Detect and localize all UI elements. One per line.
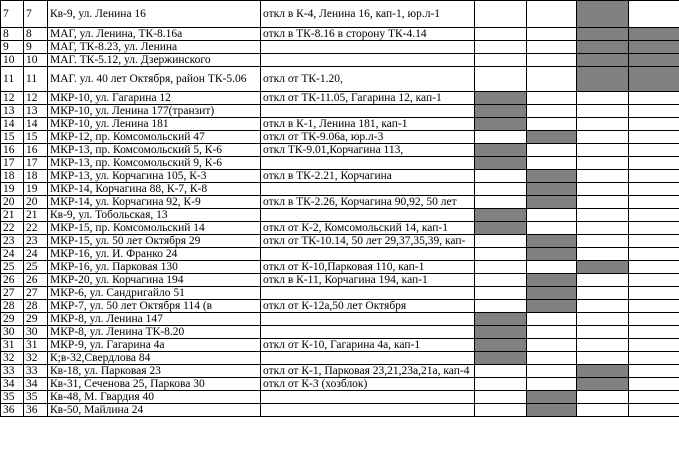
row-index-cell: 28 [1, 300, 24, 313]
status-cell-4 [629, 131, 679, 144]
status-cell-4 [629, 183, 679, 196]
row-number-cell: 30 [24, 326, 48, 339]
status-cell-3 [577, 235, 629, 248]
status-cell-3 [577, 131, 629, 144]
status-cell-3 [577, 352, 629, 365]
status-cell-2 [527, 41, 577, 54]
row-number-cell: 15 [24, 131, 48, 144]
address-cell: МКР-13, ул. Корчагина 105, К-3 [48, 170, 261, 183]
status-cell-3 [577, 391, 629, 404]
status-cell-1 [475, 41, 527, 54]
status-cell-3 [577, 248, 629, 261]
address-cell: Кв-9, ул. Тобольская, 13 [48, 209, 261, 222]
row-number-cell: 32 [24, 352, 48, 365]
status-cell-3 [577, 1, 629, 28]
status-cell-4 [629, 326, 679, 339]
row-number-cell: 20 [24, 196, 48, 209]
status-cell-1 [475, 313, 527, 326]
table-row [1, 261, 679, 274]
row-index-cell: 26 [1, 274, 24, 287]
note-cell: откл от ТК-9.06а, юр.л-3 [261, 131, 475, 144]
status-cell-2 [527, 196, 577, 209]
table-row [1, 1, 679, 28]
status-cell-2 [527, 261, 577, 274]
table-row [1, 352, 679, 365]
status-cell-2 [527, 339, 577, 352]
status-cell-1 [475, 131, 527, 144]
address-cell: МКР-16, ул. Парковая 130 [48, 261, 261, 274]
status-cell-4 [629, 261, 679, 274]
row-number-cell: 35 [24, 391, 48, 404]
row-number-cell: 25 [24, 261, 48, 274]
note-cell: откл в ТК-8.16 в сторону ТК-4.14 [261, 28, 475, 41]
table-row [1, 28, 679, 41]
address-cell: МКР-13, пр. Комсомольский 5, К-6 [48, 144, 261, 157]
note-cell: откл в ТК-2.26, Корчагина 90,92, 50 лет [261, 196, 475, 209]
status-cell-4 [629, 222, 679, 235]
note-cell: откл от ТК-10.14, 50 лет 29,37,35,39, кап- [261, 235, 475, 248]
row-number-cell: 29 [24, 313, 48, 326]
status-cell-3 [577, 378, 629, 391]
status-cell-2 [527, 313, 577, 326]
status-cell-3 [577, 105, 629, 118]
address-cell: МАГ, ул. Ленина, ТК-8.16а [48, 28, 261, 41]
row-index-cell: 7 [1, 1, 24, 28]
status-cell-1 [475, 391, 527, 404]
status-cell-3 [577, 118, 629, 131]
status-cell-3 [577, 183, 629, 196]
row-index-cell: 29 [1, 313, 24, 326]
status-cell-1 [475, 196, 527, 209]
status-cell-2 [527, 235, 577, 248]
table-row [1, 391, 679, 404]
address-cell: МКР-14, Корчагина 88, К-7, К-8 [48, 183, 261, 196]
status-cell-2 [527, 352, 577, 365]
status-cell-2 [527, 365, 577, 378]
status-cell-4 [629, 248, 679, 261]
status-cell-1 [475, 222, 527, 235]
note-cell: откл от К-3 (хозблок) [261, 378, 475, 391]
address-cell: К;в-32,Свердлова 84 [48, 352, 261, 365]
address-cell: Кв-18, ул. Парковая 23 [48, 365, 261, 378]
note-cell [261, 326, 475, 339]
row-index-cell: 14 [1, 118, 24, 131]
status-cell-2 [527, 300, 577, 313]
status-cell-3 [577, 28, 629, 41]
status-cell-4 [629, 274, 679, 287]
row-number-cell: 21 [24, 209, 48, 222]
status-cell-2 [527, 391, 577, 404]
note-cell: откл от К-12а,50 лет Октября [261, 300, 475, 313]
status-cell-4 [629, 352, 679, 365]
row-index-cell: 21 [1, 209, 24, 222]
row-index-cell: 16 [1, 144, 24, 157]
status-cell-4 [629, 287, 679, 300]
status-cell-1 [475, 28, 527, 41]
note-cell: откл в ТК-2.21, Корчагина [261, 170, 475, 183]
status-cell-4 [629, 92, 679, 105]
note-cell [261, 183, 475, 196]
status-cell-2 [527, 92, 577, 105]
address-cell: Кв-31, Сеченова 25, Паркова 30 [48, 378, 261, 391]
note-cell: откл от К-1, Парковая 23,21,23а,21а, кап-4 [261, 365, 475, 378]
status-cell-1 [475, 118, 527, 131]
row-number-cell: 12 [24, 92, 48, 105]
status-cell-2 [527, 118, 577, 131]
status-cell-3 [577, 41, 629, 54]
table-row [1, 248, 679, 261]
status-cell-1 [475, 92, 527, 105]
table-row [1, 404, 679, 417]
status-cell-4 [629, 391, 679, 404]
row-index-cell: 20 [1, 196, 24, 209]
note-cell: откл ТК-9.01,Корчагина 113, [261, 144, 475, 157]
note-cell [261, 157, 475, 170]
status-cell-4 [629, 118, 679, 131]
row-index-cell: 31 [1, 339, 24, 352]
status-cell-2 [527, 144, 577, 157]
row-number-cell: 19 [24, 183, 48, 196]
status-cell-3 [577, 287, 629, 300]
status-cell-1 [475, 352, 527, 365]
status-cell-1 [475, 105, 527, 118]
status-cell-3 [577, 196, 629, 209]
row-number-cell: 33 [24, 365, 48, 378]
note-cell: откл от К-10, Гагарина 4а, кап-1 [261, 339, 475, 352]
address-cell: МКР-9, ул. Гагарина 4а [48, 339, 261, 352]
status-cell-3 [577, 404, 629, 417]
status-cell-4 [629, 54, 679, 67]
status-cell-3 [577, 170, 629, 183]
status-cell-1 [475, 404, 527, 417]
row-number-cell: 7 [24, 1, 48, 28]
row-index-cell: 35 [1, 391, 24, 404]
row-number-cell: 14 [24, 118, 48, 131]
status-cell-1 [475, 300, 527, 313]
row-number-cell: 31 [24, 339, 48, 352]
row-index-cell: 10 [1, 54, 24, 67]
table-row [1, 183, 679, 196]
status-cell-3 [577, 300, 629, 313]
table-row [1, 170, 679, 183]
address-cell: МАГ, ТК-8.23, ул. Ленина [48, 41, 261, 54]
row-index-cell: 8 [1, 28, 24, 41]
status-cell-1 [475, 235, 527, 248]
status-cell-2 [527, 1, 577, 28]
row-number-cell: 28 [24, 300, 48, 313]
status-cell-2 [527, 326, 577, 339]
status-cell-4 [629, 28, 679, 41]
address-cell: Кв-9, ул. Ленина 16 [48, 1, 261, 28]
status-cell-3 [577, 261, 629, 274]
status-cell-4 [629, 339, 679, 352]
address-cell: МКР-7, ул. 50 лет Октября 114 (в [48, 300, 261, 313]
status-cell-4 [629, 313, 679, 326]
row-number-cell: 13 [24, 105, 48, 118]
address-cell: МКР-13, пр. Комсомольский 9, К-6 [48, 157, 261, 170]
status-cell-1 [475, 248, 527, 261]
row-number-cell: 36 [24, 404, 48, 417]
status-cell-2 [527, 222, 577, 235]
note-cell: откл в К-4, Ленина 16, кап-1, юр.л-1 [261, 1, 475, 28]
address-cell: МКР-8, ул. Ленина ТК-8.20 [48, 326, 261, 339]
table-row [1, 144, 679, 157]
status-cell-3 [577, 92, 629, 105]
status-cell-1 [475, 274, 527, 287]
status-cell-3 [577, 274, 629, 287]
status-cell-1 [475, 261, 527, 274]
table-row [1, 365, 679, 378]
status-cell-4 [629, 209, 679, 222]
address-cell: МКР-6, ул. Сандригайло 51 [48, 287, 261, 300]
note-cell: откл от К-2, Комсомольский 14, кап-1 [261, 222, 475, 235]
address-cell: МАГ. ТК-5.12, ул. Дзержинского [48, 54, 261, 67]
status-cell-4 [629, 378, 679, 391]
row-index-cell: 32 [1, 352, 24, 365]
row-index-cell: 30 [1, 326, 24, 339]
note-cell: откл в К-1, Ленина 181, кап-1 [261, 118, 475, 131]
row-number-cell: 34 [24, 378, 48, 391]
status-cell-1 [475, 326, 527, 339]
note-cell [261, 287, 475, 300]
status-cell-2 [527, 28, 577, 41]
status-cell-4 [629, 105, 679, 118]
row-index-cell: 33 [1, 365, 24, 378]
status-cell-4 [629, 404, 679, 417]
status-cell-4 [629, 41, 679, 54]
note-cell [261, 41, 475, 54]
status-cell-1 [475, 365, 527, 378]
address-cell: МКР-15, пр. Комсомольский 14 [48, 222, 261, 235]
status-cell-1 [475, 54, 527, 67]
row-index-cell: 18 [1, 170, 24, 183]
status-cell-3 [577, 209, 629, 222]
status-cell-1 [475, 144, 527, 157]
table-row [1, 209, 679, 222]
status-cell-2 [527, 248, 577, 261]
status-cell-1 [475, 170, 527, 183]
status-cell-2 [527, 209, 577, 222]
table-row [1, 92, 679, 105]
status-cell-4 [629, 1, 679, 28]
note-cell [261, 248, 475, 261]
row-index-cell: 11 [1, 67, 24, 92]
status-cell-2 [527, 105, 577, 118]
row-index-cell: 9 [1, 41, 24, 54]
status-cell-2 [527, 274, 577, 287]
status-cell-4 [629, 300, 679, 313]
address-cell: МКР-12, пр. Комсомольский 47 [48, 131, 261, 144]
status-cell-2 [527, 54, 577, 67]
note-cell: откл в К-11, Корчагина 194, кап-1 [261, 274, 475, 287]
table-row [1, 235, 679, 248]
address-cell: Кв-50, Майлина 24 [48, 404, 261, 417]
row-number-cell: 10 [24, 54, 48, 67]
status-cell-4 [629, 67, 679, 92]
address-cell: МКР-15, ул. 50 лет Октября 29 [48, 235, 261, 248]
row-number-cell: 24 [24, 248, 48, 261]
row-index-cell: 23 [1, 235, 24, 248]
table-row [1, 118, 679, 131]
note-cell: откл от ТК-11.05, Гагарина 12, кап-1 [261, 92, 475, 105]
row-number-cell: 16 [24, 144, 48, 157]
status-cell-2 [527, 131, 577, 144]
row-index-cell: 17 [1, 157, 24, 170]
status-cell-4 [629, 144, 679, 157]
note-cell [261, 404, 475, 417]
row-index-cell: 13 [1, 105, 24, 118]
row-index-cell: 22 [1, 222, 24, 235]
table-row [1, 326, 679, 339]
note-cell [261, 105, 475, 118]
table-row [1, 287, 679, 300]
row-number-cell: 26 [24, 274, 48, 287]
status-cell-2 [527, 378, 577, 391]
address-cell: Кв-48, М. Гвардия 40 [48, 391, 261, 404]
row-index-cell: 36 [1, 404, 24, 417]
status-cell-3 [577, 339, 629, 352]
row-number-cell: 23 [24, 235, 48, 248]
table-row [1, 313, 679, 326]
status-cell-3 [577, 144, 629, 157]
status-cell-2 [527, 170, 577, 183]
row-number-cell: 11 [24, 67, 48, 92]
note-cell [261, 391, 475, 404]
table-row [1, 41, 679, 54]
status-cell-4 [629, 170, 679, 183]
table-row [1, 274, 679, 287]
status-cell-3 [577, 54, 629, 67]
status-cell-1 [475, 1, 527, 28]
status-cell-3 [577, 67, 629, 92]
note-cell: откл от К-10,Парковая 110, кап-1 [261, 261, 475, 274]
row-number-cell: 9 [24, 41, 48, 54]
row-index-cell: 15 [1, 131, 24, 144]
note-cell [261, 209, 475, 222]
table-row [1, 300, 679, 313]
status-cell-2 [527, 67, 577, 92]
status-cell-1 [475, 339, 527, 352]
address-cell: МКР-20, ул. Корчагина 194 [48, 274, 261, 287]
table-row [1, 67, 679, 92]
row-index-cell: 24 [1, 248, 24, 261]
status-cell-1 [475, 183, 527, 196]
row-number-cell: 17 [24, 157, 48, 170]
table-row [1, 339, 679, 352]
status-cell-2 [527, 157, 577, 170]
status-cell-4 [629, 235, 679, 248]
status-cell-4 [629, 365, 679, 378]
status-cell-3 [577, 157, 629, 170]
status-cell-1 [475, 209, 527, 222]
note-cell [261, 313, 475, 326]
status-cell-3 [577, 365, 629, 378]
status-cell-1 [475, 67, 527, 92]
status-cell-1 [475, 287, 527, 300]
row-number-cell: 22 [24, 222, 48, 235]
address-cell: МКР-8, ул. Ленина 147 [48, 313, 261, 326]
status-cell-2 [527, 287, 577, 300]
address-cell: МКР-10, ул. Ленина 181 [48, 118, 261, 131]
address-cell: МКР-10, ул. Гагарина 12 [48, 92, 261, 105]
table-row [1, 196, 679, 209]
table-row [1, 157, 679, 170]
note-cell: откл от ТК-1.20, [261, 67, 475, 92]
address-cell: МАГ. ул. 40 лет Октября, район ТК-5.06 [48, 67, 261, 92]
table-row [1, 105, 679, 118]
status-cell-3 [577, 326, 629, 339]
note-cell [261, 54, 475, 67]
address-cell: МКР-16, ул. И. Франко 24 [48, 248, 261, 261]
row-index-cell: 12 [1, 92, 24, 105]
row-number-cell: 18 [24, 170, 48, 183]
row-index-cell: 27 [1, 287, 24, 300]
table-row [1, 222, 679, 235]
row-index-cell: 25 [1, 261, 24, 274]
row-index-cell: 19 [1, 183, 24, 196]
status-cell-4 [629, 157, 679, 170]
status-cell-1 [475, 157, 527, 170]
row-index-cell: 34 [1, 378, 24, 391]
status-cell-3 [577, 222, 629, 235]
address-cell: МКР-14, ул. Корчагина 92, К-9 [48, 196, 261, 209]
status-cell-1 [475, 378, 527, 391]
status-cell-2 [527, 404, 577, 417]
table-row [1, 54, 679, 67]
row-number-cell: 27 [24, 287, 48, 300]
table-row [1, 378, 679, 391]
status-cell-2 [527, 183, 577, 196]
table-row [1, 131, 679, 144]
row-number-cell: 8 [24, 28, 48, 41]
address-cell: МКР-10, ул. Ленина 177(транзит) [48, 105, 261, 118]
status-cell-3 [577, 313, 629, 326]
status-cell-4 [629, 196, 679, 209]
note-cell [261, 352, 475, 365]
